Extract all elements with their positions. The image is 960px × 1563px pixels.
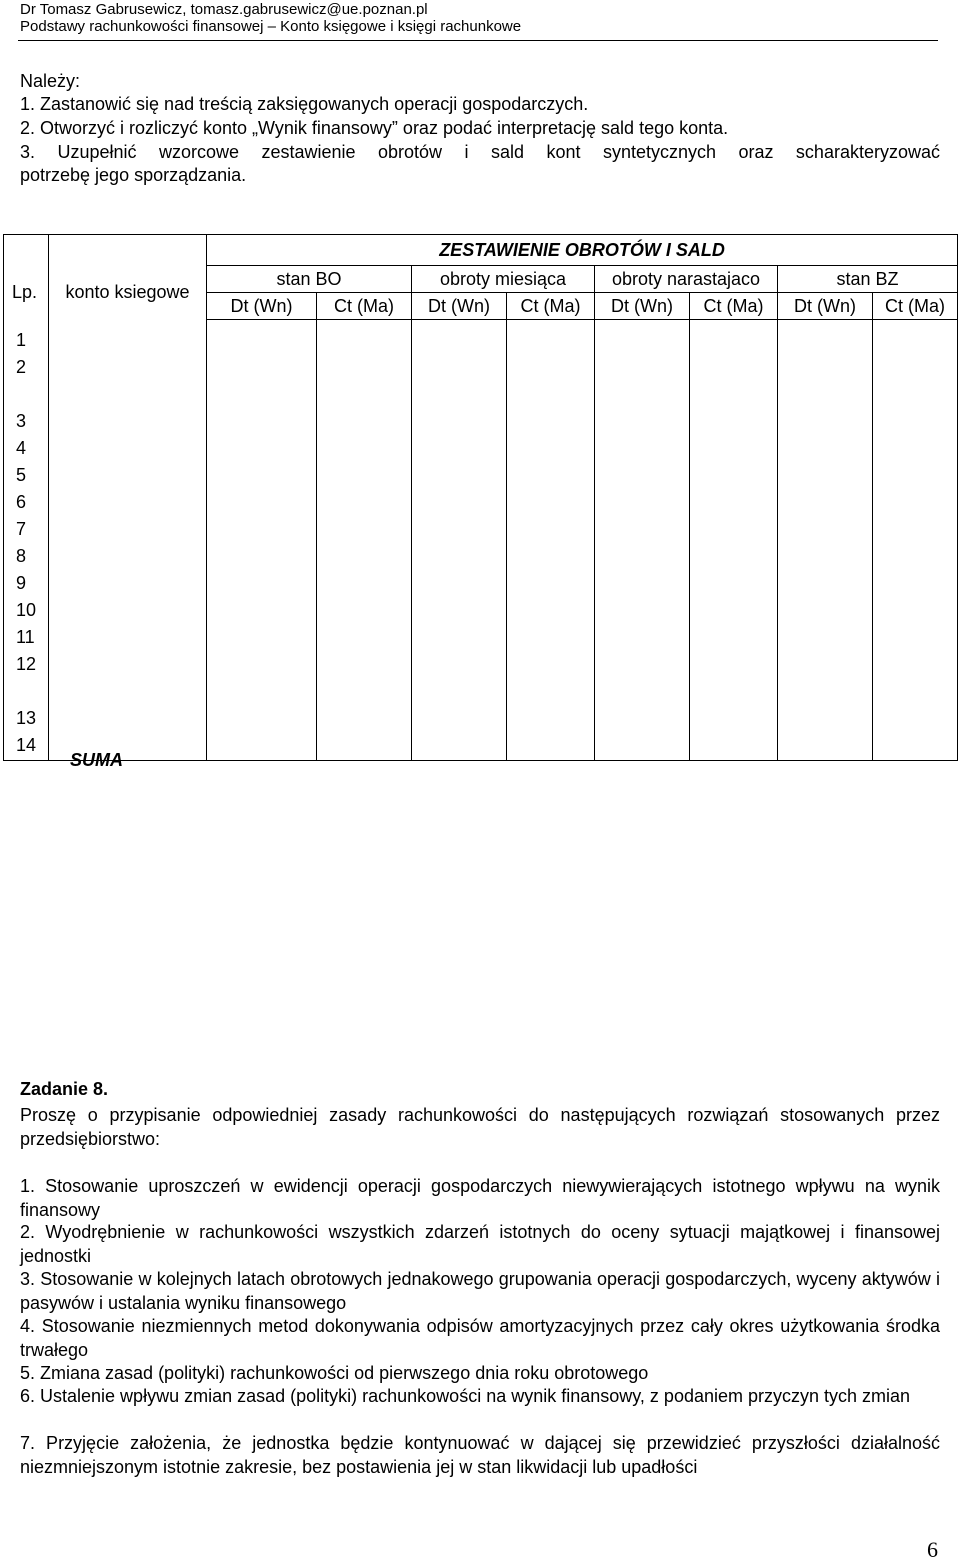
value-cell bbox=[778, 320, 873, 761]
col-header-account: konto ksiegowe bbox=[49, 266, 207, 320]
page-number: 6 bbox=[927, 1537, 938, 1562]
sum-label: SUMA bbox=[70, 750, 123, 770]
sub-header: Ct (Ma) bbox=[507, 293, 595, 320]
group-header: obroty narastajaco bbox=[595, 266, 778, 293]
row-number: 1 bbox=[16, 329, 27, 350]
sub-header: Ct (Ma) bbox=[873, 293, 958, 320]
sub-header: Dt (Wn) bbox=[778, 293, 873, 320]
task-item: 7. Przyjęcie założenia, że jednostka będzie kontynuować w dającej się przewidzieć przyszłości działalność niezmniejszonym istotnie zakresie, bez postawienia jej w stan likwidacji lub upadłości bbox=[20, 1433, 940, 1477]
task-item: 1. Stosowanie uproszczeń w ewidencji operacji gospodarczych niewywierających istotnego wpływu na wynik finansowy bbox=[20, 1176, 940, 1220]
row-number: 7 bbox=[16, 518, 27, 539]
instruction-item: 3. Uzupełnić wzorcowe zestawienie obrotów i sald kont syntetycznych oraz scharakteryzować bbox=[20, 142, 940, 162]
col-header-lp: Lp. bbox=[4, 266, 49, 320]
task-item: 4. Stosowanie niezmiennych metod dokonywania odpisów amortyzacyjnych przez cały okres użytkowania środka trwałego bbox=[20, 1316, 940, 1360]
instruction-item: potrzebę jego sporządzania. bbox=[20, 165, 247, 185]
header-author: Dr Tomasz Gabrusewicz, tomasz.gabrusewicz@ue.poznan.pl bbox=[20, 1, 428, 18]
group-header: obroty miesiąca bbox=[412, 266, 595, 293]
row-number: 14 bbox=[16, 734, 37, 755]
group-header: stan BO bbox=[207, 266, 412, 293]
header-divider bbox=[18, 40, 938, 41]
sub-header: Dt (Wn) bbox=[595, 293, 690, 320]
instructions-lead: Należy: bbox=[20, 71, 81, 91]
task-item: 6. Ustalenie wpływu zmian zasad (polityki) rachunkowości na wynik finansowy, z podaniem przyczyn tych zmian bbox=[20, 1386, 911, 1406]
sub-header: Ct (Ma) bbox=[317, 293, 412, 320]
group-header: stan BZ bbox=[778, 266, 958, 293]
value-cell bbox=[873, 320, 958, 761]
row-number: 3 bbox=[16, 410, 27, 431]
row-number: 11 bbox=[16, 626, 35, 647]
value-cell bbox=[317, 320, 412, 761]
turnover-balance-table bbox=[3, 234, 958, 761]
row-number: 6 bbox=[16, 491, 27, 512]
value-cell bbox=[690, 320, 778, 761]
header-course: Podstawy rachunkowości finansowej – Konto księgowe i księgi rachunkowe bbox=[20, 18, 522, 35]
row-number: 2 bbox=[16, 356, 27, 377]
row-number: 13 bbox=[16, 707, 37, 728]
task-title: Zadanie 8. bbox=[20, 1079, 109, 1099]
row-number: 5 bbox=[16, 464, 27, 485]
instruction-item: 1. Zastanowić się nad treścią zaksięgowanych operacji gospodarczych. bbox=[20, 94, 589, 114]
value-cell bbox=[207, 320, 317, 761]
row-number-column bbox=[4, 320, 49, 761]
task-item: 5. Zmiana zasad (polityki) rachunkowości od pierwszego dnia roku obrotowego bbox=[20, 1363, 649, 1383]
row-number: 9 bbox=[16, 572, 27, 593]
row-number: 8 bbox=[16, 545, 27, 566]
value-cell bbox=[507, 320, 595, 761]
instruction-item: 2. Otworzyć i rozliczyć konto „Wynik finansowy” oraz podać interpretację sald tego konta. bbox=[20, 118, 729, 138]
sub-header: Dt (Wn) bbox=[412, 293, 507, 320]
task-item: 3. Stosowanie w kolejnych latach obrotowych jednakowego grupowania operacji gospodarczych, wyceny aktywów i pasywów i ustalania wyniku finansowego bbox=[20, 1269, 940, 1313]
account-cell bbox=[49, 320, 207, 761]
row-number: 4 bbox=[16, 437, 27, 458]
value-cell bbox=[412, 320, 507, 761]
sub-header: Ct (Ma) bbox=[690, 293, 778, 320]
row-number: 10 bbox=[16, 599, 37, 620]
row-number: 12 bbox=[16, 653, 37, 674]
sub-header: Dt (Wn) bbox=[207, 293, 317, 320]
task-item: 2. Wyodrębnienie w rachunkowości wszystkich zdarzeń istotnych do oceny sytuacji majątkowej i finansowej jednostki bbox=[20, 1222, 940, 1266]
value-cell bbox=[595, 320, 690, 761]
task-intro: Proszę o przypisanie odpowiedniej zasady rachunkowości do następujących rozwiązań stosowanych przez przedsiębiorstwo: bbox=[20, 1105, 940, 1149]
table-title: ZESTAWIENIE OBROTÓW I SALD bbox=[207, 235, 958, 266]
